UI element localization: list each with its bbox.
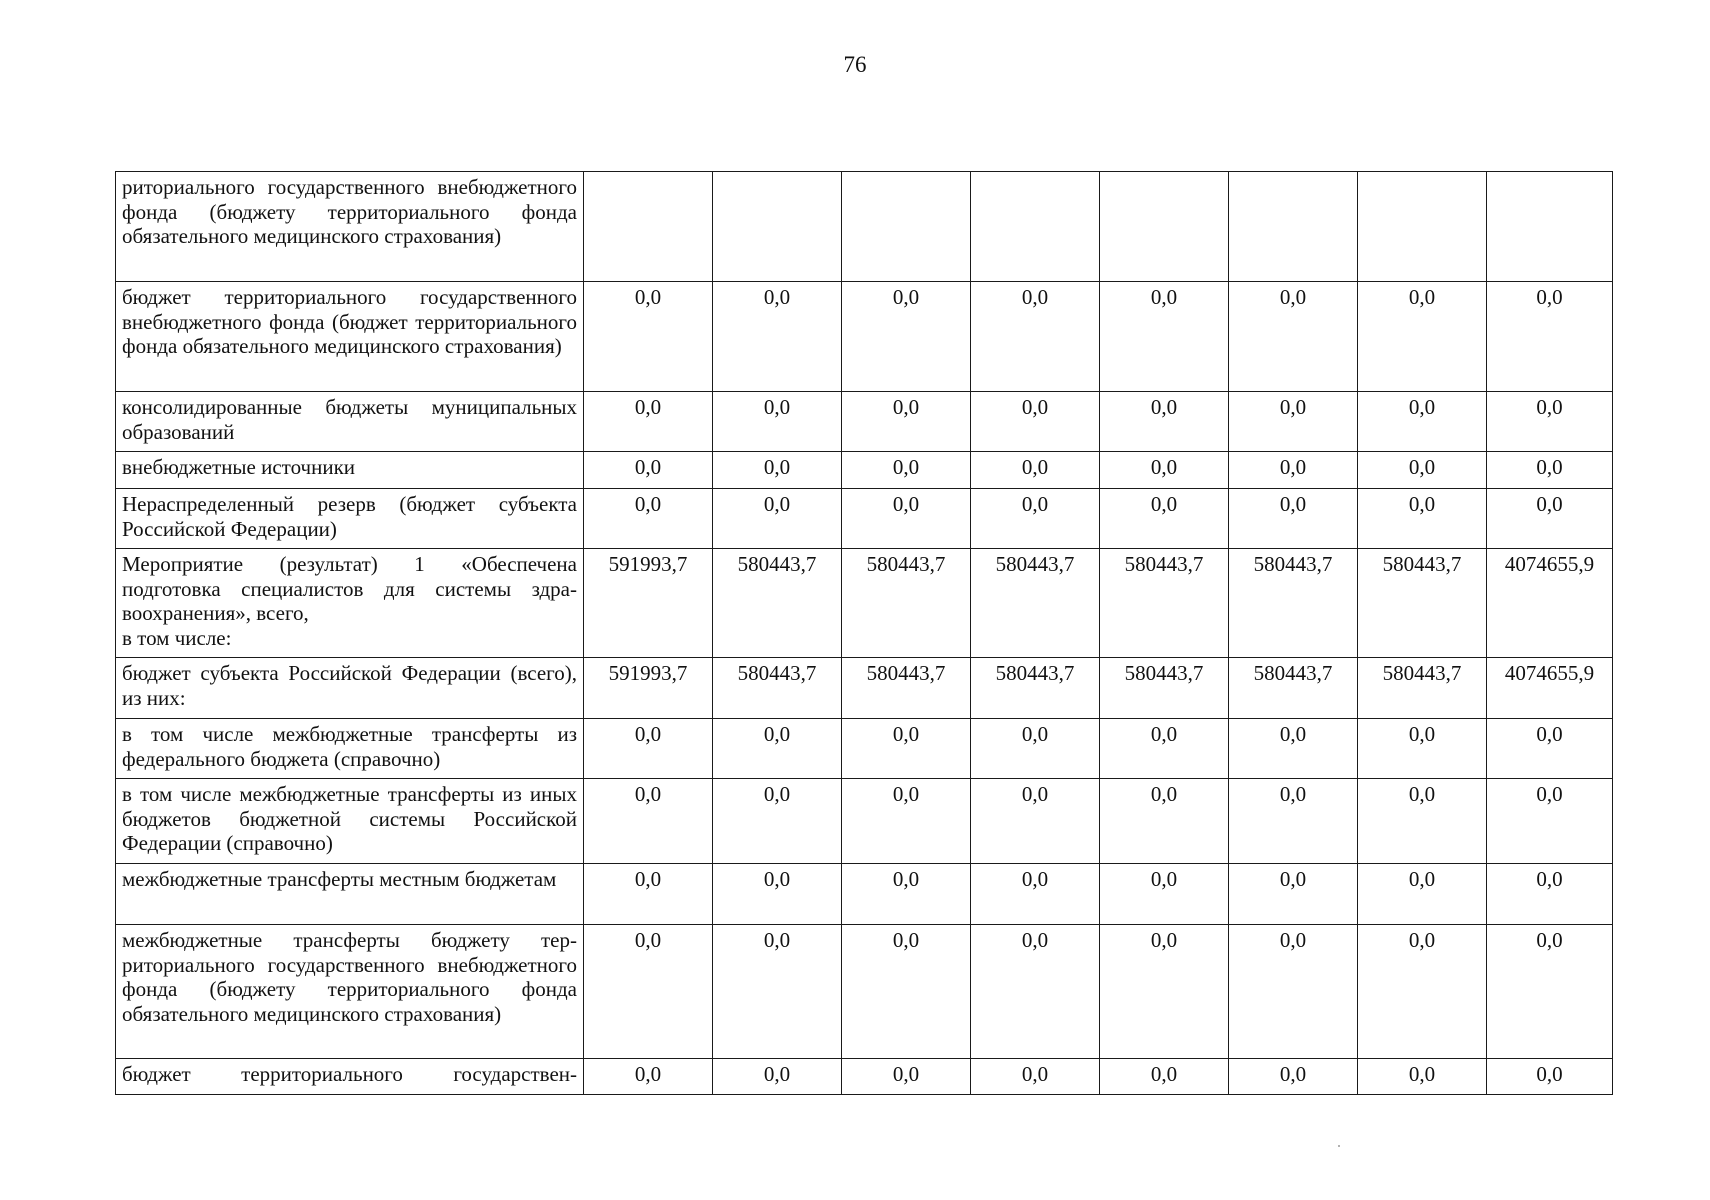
table-row [116, 779, 1613, 864]
value-cell: 0,0 [713, 719, 842, 779]
value-cell: 0,0 [1358, 1059, 1487, 1095]
table-row [116, 719, 1613, 779]
scan-speck [1338, 1145, 1340, 1147]
value-cell: 0,0 [584, 779, 713, 864]
value-cell: 0,0 [1100, 779, 1229, 864]
value-cell: 0,0 [1487, 779, 1613, 864]
value-cell: 0,0 [713, 282, 842, 392]
table-row [116, 282, 1613, 392]
table-row [116, 658, 1613, 719]
value-cell [842, 172, 971, 282]
row-label: Нераспределенный резерв (бюджет субъекта Российской Федерации) [116, 489, 584, 549]
value-cell: 4074655,9 [1487, 658, 1613, 719]
value-cell: 580443,7 [971, 658, 1100, 719]
value-cell: 0,0 [1358, 719, 1487, 779]
value-cell: 580443,7 [713, 658, 842, 719]
value-cell: 0,0 [713, 392, 842, 452]
value-cell: 0,0 [1100, 392, 1229, 452]
value-cell: 0,0 [1358, 779, 1487, 864]
value-cell: 0,0 [842, 864, 971, 925]
value-cell: 580443,7 [713, 549, 842, 658]
value-cell: 0,0 [1358, 452, 1487, 489]
value-cell: 0,0 [1358, 489, 1487, 549]
value-cell: 0,0 [1100, 864, 1229, 925]
value-cell: 0,0 [1100, 452, 1229, 489]
value-cell: 0,0 [1229, 925, 1358, 1059]
value-cell: 0,0 [971, 392, 1100, 452]
value-cell: 0,0 [842, 1059, 971, 1095]
value-cell: 0,0 [1358, 925, 1487, 1059]
value-cell: 0,0 [1229, 864, 1358, 925]
value-cell [971, 172, 1100, 282]
value-cell: 0,0 [842, 779, 971, 864]
value-cell: 0,0 [584, 864, 713, 925]
value-cell: 0,0 [1100, 282, 1229, 392]
row-label: консолидированные бюджеты муниципальных образований [116, 392, 584, 452]
value-cell: 0,0 [971, 779, 1100, 864]
value-cell: 4074655,9 [1487, 549, 1613, 658]
value-cell: 0,0 [1229, 282, 1358, 392]
value-cell: 0,0 [713, 452, 842, 489]
value-cell: 0,0 [584, 925, 713, 1059]
value-cell: 580443,7 [1100, 549, 1229, 658]
value-cell: 0,0 [1487, 452, 1613, 489]
table-row [116, 549, 1613, 658]
value-cell: 580443,7 [1358, 549, 1487, 658]
table-row [116, 1059, 1613, 1095]
table-row [116, 864, 1613, 925]
value-cell: 0,0 [1358, 392, 1487, 452]
value-cell: 0,0 [1229, 392, 1358, 452]
value-cell: 580443,7 [1100, 658, 1229, 719]
value-cell: 0,0 [1229, 779, 1358, 864]
row-label: в том числе межбюджетные трансферты из иных бюджетов бюджетной системы Российской Федерации (справочно) [116, 779, 584, 864]
value-cell: 0,0 [971, 864, 1100, 925]
value-cell [1229, 172, 1358, 282]
value-cell: 0,0 [1229, 489, 1358, 549]
value-cell: 0,0 [1487, 1059, 1613, 1095]
value-cell: 0,0 [842, 452, 971, 489]
value-cell: 0,0 [584, 452, 713, 489]
value-cell: 0,0 [584, 1059, 713, 1095]
value-cell [1358, 172, 1487, 282]
value-cell: 0,0 [1487, 719, 1613, 779]
value-cell: 0,0 [971, 489, 1100, 549]
value-cell: 580443,7 [1229, 549, 1358, 658]
value-cell: 0,0 [971, 1059, 1100, 1095]
value-cell: 580443,7 [842, 549, 971, 658]
row-label: бюджет субъекта Российской Федерации (всего), из них: [116, 658, 584, 719]
budget-table [115, 171, 1613, 1095]
value-cell: 0,0 [842, 719, 971, 779]
value-cell: 580443,7 [1358, 658, 1487, 719]
value-cell: 0,0 [1100, 719, 1229, 779]
value-cell: 0,0 [584, 489, 713, 549]
value-cell [584, 172, 713, 282]
value-cell: 0,0 [971, 452, 1100, 489]
table-row [116, 925, 1613, 1059]
value-cell: 0,0 [1100, 489, 1229, 549]
value-cell: 0,0 [842, 282, 971, 392]
value-cell: 0,0 [1229, 452, 1358, 489]
value-cell: 0,0 [1100, 1059, 1229, 1095]
row-label: бюджет территориального государственного внебюджетного фонда (бюджет территориального фонда обязательного медицинского страхования) [116, 282, 584, 392]
value-cell: 0,0 [713, 489, 842, 549]
row-label: межбюджетные трансферты местным бюджетам [116, 864, 584, 925]
value-cell: 0,0 [971, 719, 1100, 779]
table-row [116, 452, 1613, 489]
value-cell: 0,0 [713, 779, 842, 864]
row-label: межбюджетные трансферты бюджету территориального государственного внебюджетного фонда (бюджету территориального фонда обязательного медицинского страхования) [116, 925, 584, 1059]
value-cell: 591993,7 [584, 549, 713, 658]
value-cell [1487, 172, 1613, 282]
value-cell: 0,0 [1229, 1059, 1358, 1095]
value-cell: 0,0 [713, 925, 842, 1059]
value-cell: 0,0 [1358, 864, 1487, 925]
table-row [116, 392, 1613, 452]
row-label: внебюджетные источники [116, 452, 584, 489]
value-cell: 0,0 [1487, 392, 1613, 452]
value-cell: 0,0 [584, 282, 713, 392]
table-row [116, 172, 1613, 282]
row-label: Мероприятие (результат) 1 «Обеспечена подготовка специалистов для системы здравоохранения», всего, в том числе: [116, 549, 584, 658]
row-label: в том числе межбюджетные трансферты из федерального бюджета (справочно) [116, 719, 584, 779]
value-cell: 580443,7 [971, 549, 1100, 658]
budget-table-body [116, 172, 1613, 1095]
value-cell: 580443,7 [1229, 658, 1358, 719]
value-cell: 0,0 [842, 925, 971, 1059]
value-cell: 0,0 [1100, 925, 1229, 1059]
value-cell: 0,0 [971, 925, 1100, 1059]
value-cell: 0,0 [713, 1059, 842, 1095]
value-cell [713, 172, 842, 282]
value-cell: 0,0 [584, 719, 713, 779]
table-row [116, 489, 1613, 549]
value-cell: 0,0 [1487, 282, 1613, 392]
row-label: риториального государственного внебюджетного фонда (бюджету территориального фонда обязательного медицинского страхования) [116, 172, 584, 282]
value-cell: 0,0 [971, 282, 1100, 392]
value-cell: 0,0 [1229, 719, 1358, 779]
value-cell: 591993,7 [584, 658, 713, 719]
value-cell [1100, 172, 1229, 282]
value-cell: 0,0 [713, 864, 842, 925]
row-label: бюджет территориального государствен- [116, 1059, 584, 1095]
value-cell: 0,0 [1487, 489, 1613, 549]
value-cell: 0,0 [584, 392, 713, 452]
value-cell: 0,0 [1487, 864, 1613, 925]
value-cell: 0,0 [1358, 282, 1487, 392]
value-cell: 0,0 [1487, 925, 1613, 1059]
value-cell: 0,0 [842, 489, 971, 549]
page-number: 76 [843, 52, 867, 77]
value-cell: 0,0 [842, 392, 971, 452]
value-cell: 580443,7 [842, 658, 971, 719]
